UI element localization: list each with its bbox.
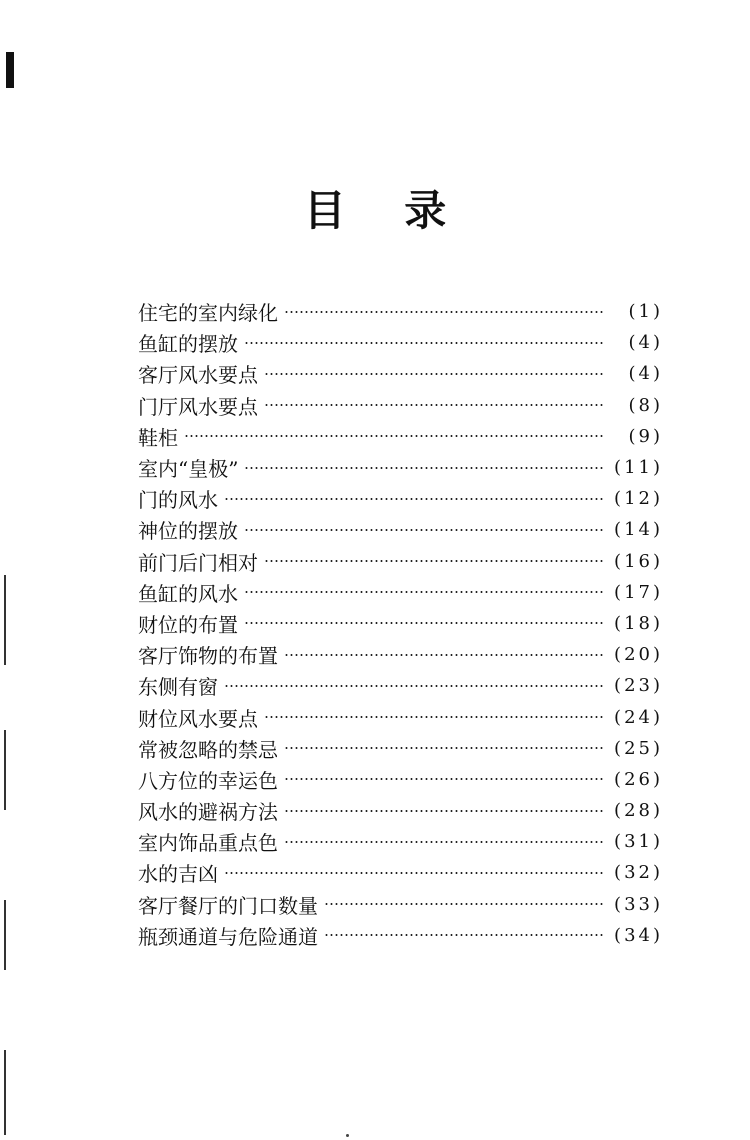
scan-speck	[346, 1134, 349, 1137]
toc-entry-title: 门的风水	[138, 488, 218, 513]
toc-entry-title: 八方位的幸运色	[138, 768, 278, 793]
toc-entry-title: 常被忽略的禁忌	[138, 737, 278, 762]
dot-leader	[244, 467, 605, 469]
toc-entry-page: (23)	[614, 675, 663, 697]
toc-entry-title: 风水的避祸方法	[138, 800, 278, 825]
scan-edge-line	[4, 730, 6, 810]
toc-entry[interactable]	[138, 608, 663, 639]
toc-entry-page: (11)	[614, 457, 663, 479]
toc-entry-page: (16)	[614, 550, 663, 572]
toc-entry-page: (34)	[614, 924, 663, 946]
toc-entry[interactable]	[138, 764, 663, 795]
dot-leader	[284, 810, 605, 812]
toc-entry[interactable]	[138, 296, 663, 327]
toc-entry-page: (17)	[614, 581, 663, 603]
dot-leader	[244, 591, 605, 593]
toc-entry-title: 住宅的室内绿化	[138, 301, 278, 326]
toc-entry-page: (20)	[614, 644, 663, 666]
scan-edge-line	[4, 575, 6, 665]
dot-leader	[284, 747, 605, 749]
toc-entry-title: 客厅风水要点	[138, 363, 258, 388]
toc-entry[interactable]	[138, 857, 663, 888]
toc-entry-page: (32)	[614, 862, 663, 884]
toc-entry-page: (24)	[614, 706, 663, 728]
toc-entry-page: (4)	[628, 363, 663, 385]
toc-entry-title: 水的吉凶	[138, 862, 218, 887]
toc-entry-title: 前门后门相对	[138, 550, 258, 575]
toc-entry-title: 财位风水要点	[138, 706, 258, 731]
toc-entry[interactable]	[138, 826, 663, 857]
toc-entry-page: (25)	[614, 737, 663, 759]
dot-leader	[324, 934, 605, 936]
dot-leader	[224, 872, 605, 874]
toc-entry-title: 客厅餐厅的门口数量	[138, 893, 318, 918]
toc-entry-page: (12)	[614, 488, 663, 510]
dot-leader	[264, 404, 605, 406]
toc-entry-page: (1)	[628, 301, 663, 323]
dot-leader	[284, 654, 605, 656]
page-title: 目 录	[303, 186, 469, 235]
toc-entry-title: 门厅风水要点	[138, 394, 258, 419]
toc-entry-title: 鞋柜	[138, 425, 178, 450]
toc-entry-title: 财位的布置	[138, 612, 238, 637]
scan-edge-line	[4, 900, 6, 970]
toc-entry-title: 瓶颈通道与危险通道	[138, 924, 318, 949]
toc-entry-title: 神位的摆放	[138, 519, 238, 544]
dot-leader	[324, 903, 605, 905]
toc-entry-title: 鱼缸的摆放	[138, 332, 238, 357]
scan-mark	[6, 52, 14, 88]
toc-entry[interactable]	[138, 390, 663, 421]
dot-leader	[264, 716, 605, 718]
toc-entry[interactable]	[138, 514, 663, 545]
toc-entry[interactable]	[138, 327, 663, 358]
dot-leader	[224, 498, 605, 500]
toc-entry[interactable]	[138, 701, 663, 732]
dot-leader	[284, 778, 605, 780]
toc-entry[interactable]	[138, 421, 663, 452]
dot-leader	[224, 685, 605, 687]
dot-leader	[264, 373, 605, 375]
toc-entry[interactable]	[138, 639, 663, 670]
toc-entry-title: 室内“皇极”	[138, 457, 239, 482]
dot-leader	[264, 560, 605, 562]
toc-entry[interactable]	[138, 920, 663, 951]
dot-leader	[184, 435, 605, 437]
scan-edge-line	[4, 1050, 6, 1135]
toc-entry-page: (14)	[614, 519, 663, 541]
toc-entry-page: (28)	[614, 800, 663, 822]
toc-entry[interactable]	[138, 889, 663, 920]
dot-leader	[244, 529, 605, 531]
toc-entry-page: (33)	[614, 893, 663, 915]
toc-entry-page: (9)	[628, 425, 663, 447]
toc-entry-title: 东侧有窗	[138, 675, 218, 700]
dot-leader	[244, 342, 605, 344]
toc-entry-title: 室内饰品重点色	[138, 831, 278, 856]
table-of-contents	[138, 296, 663, 951]
toc-entry-title: 客厅饰物的布置	[138, 644, 278, 669]
dot-leader	[244, 622, 605, 624]
toc-entry-page: (31)	[614, 831, 663, 853]
toc-entry[interactable]	[138, 795, 663, 826]
dot-leader	[284, 841, 605, 843]
toc-entry-page: (8)	[628, 394, 663, 416]
toc-entry[interactable]	[138, 483, 663, 514]
toc-entry[interactable]	[138, 577, 663, 608]
toc-entry[interactable]	[138, 670, 663, 701]
toc-entry[interactable]	[138, 358, 663, 389]
toc-entry[interactable]	[138, 452, 663, 483]
toc-entry-page: (26)	[614, 768, 663, 790]
toc-entry[interactable]	[138, 546, 663, 577]
toc-entry[interactable]	[138, 733, 663, 764]
dot-leader	[284, 311, 605, 313]
toc-entry-title: 鱼缸的风水	[138, 581, 238, 606]
toc-entry-page: (18)	[614, 612, 663, 634]
toc-entry-page: (4)	[628, 332, 663, 354]
